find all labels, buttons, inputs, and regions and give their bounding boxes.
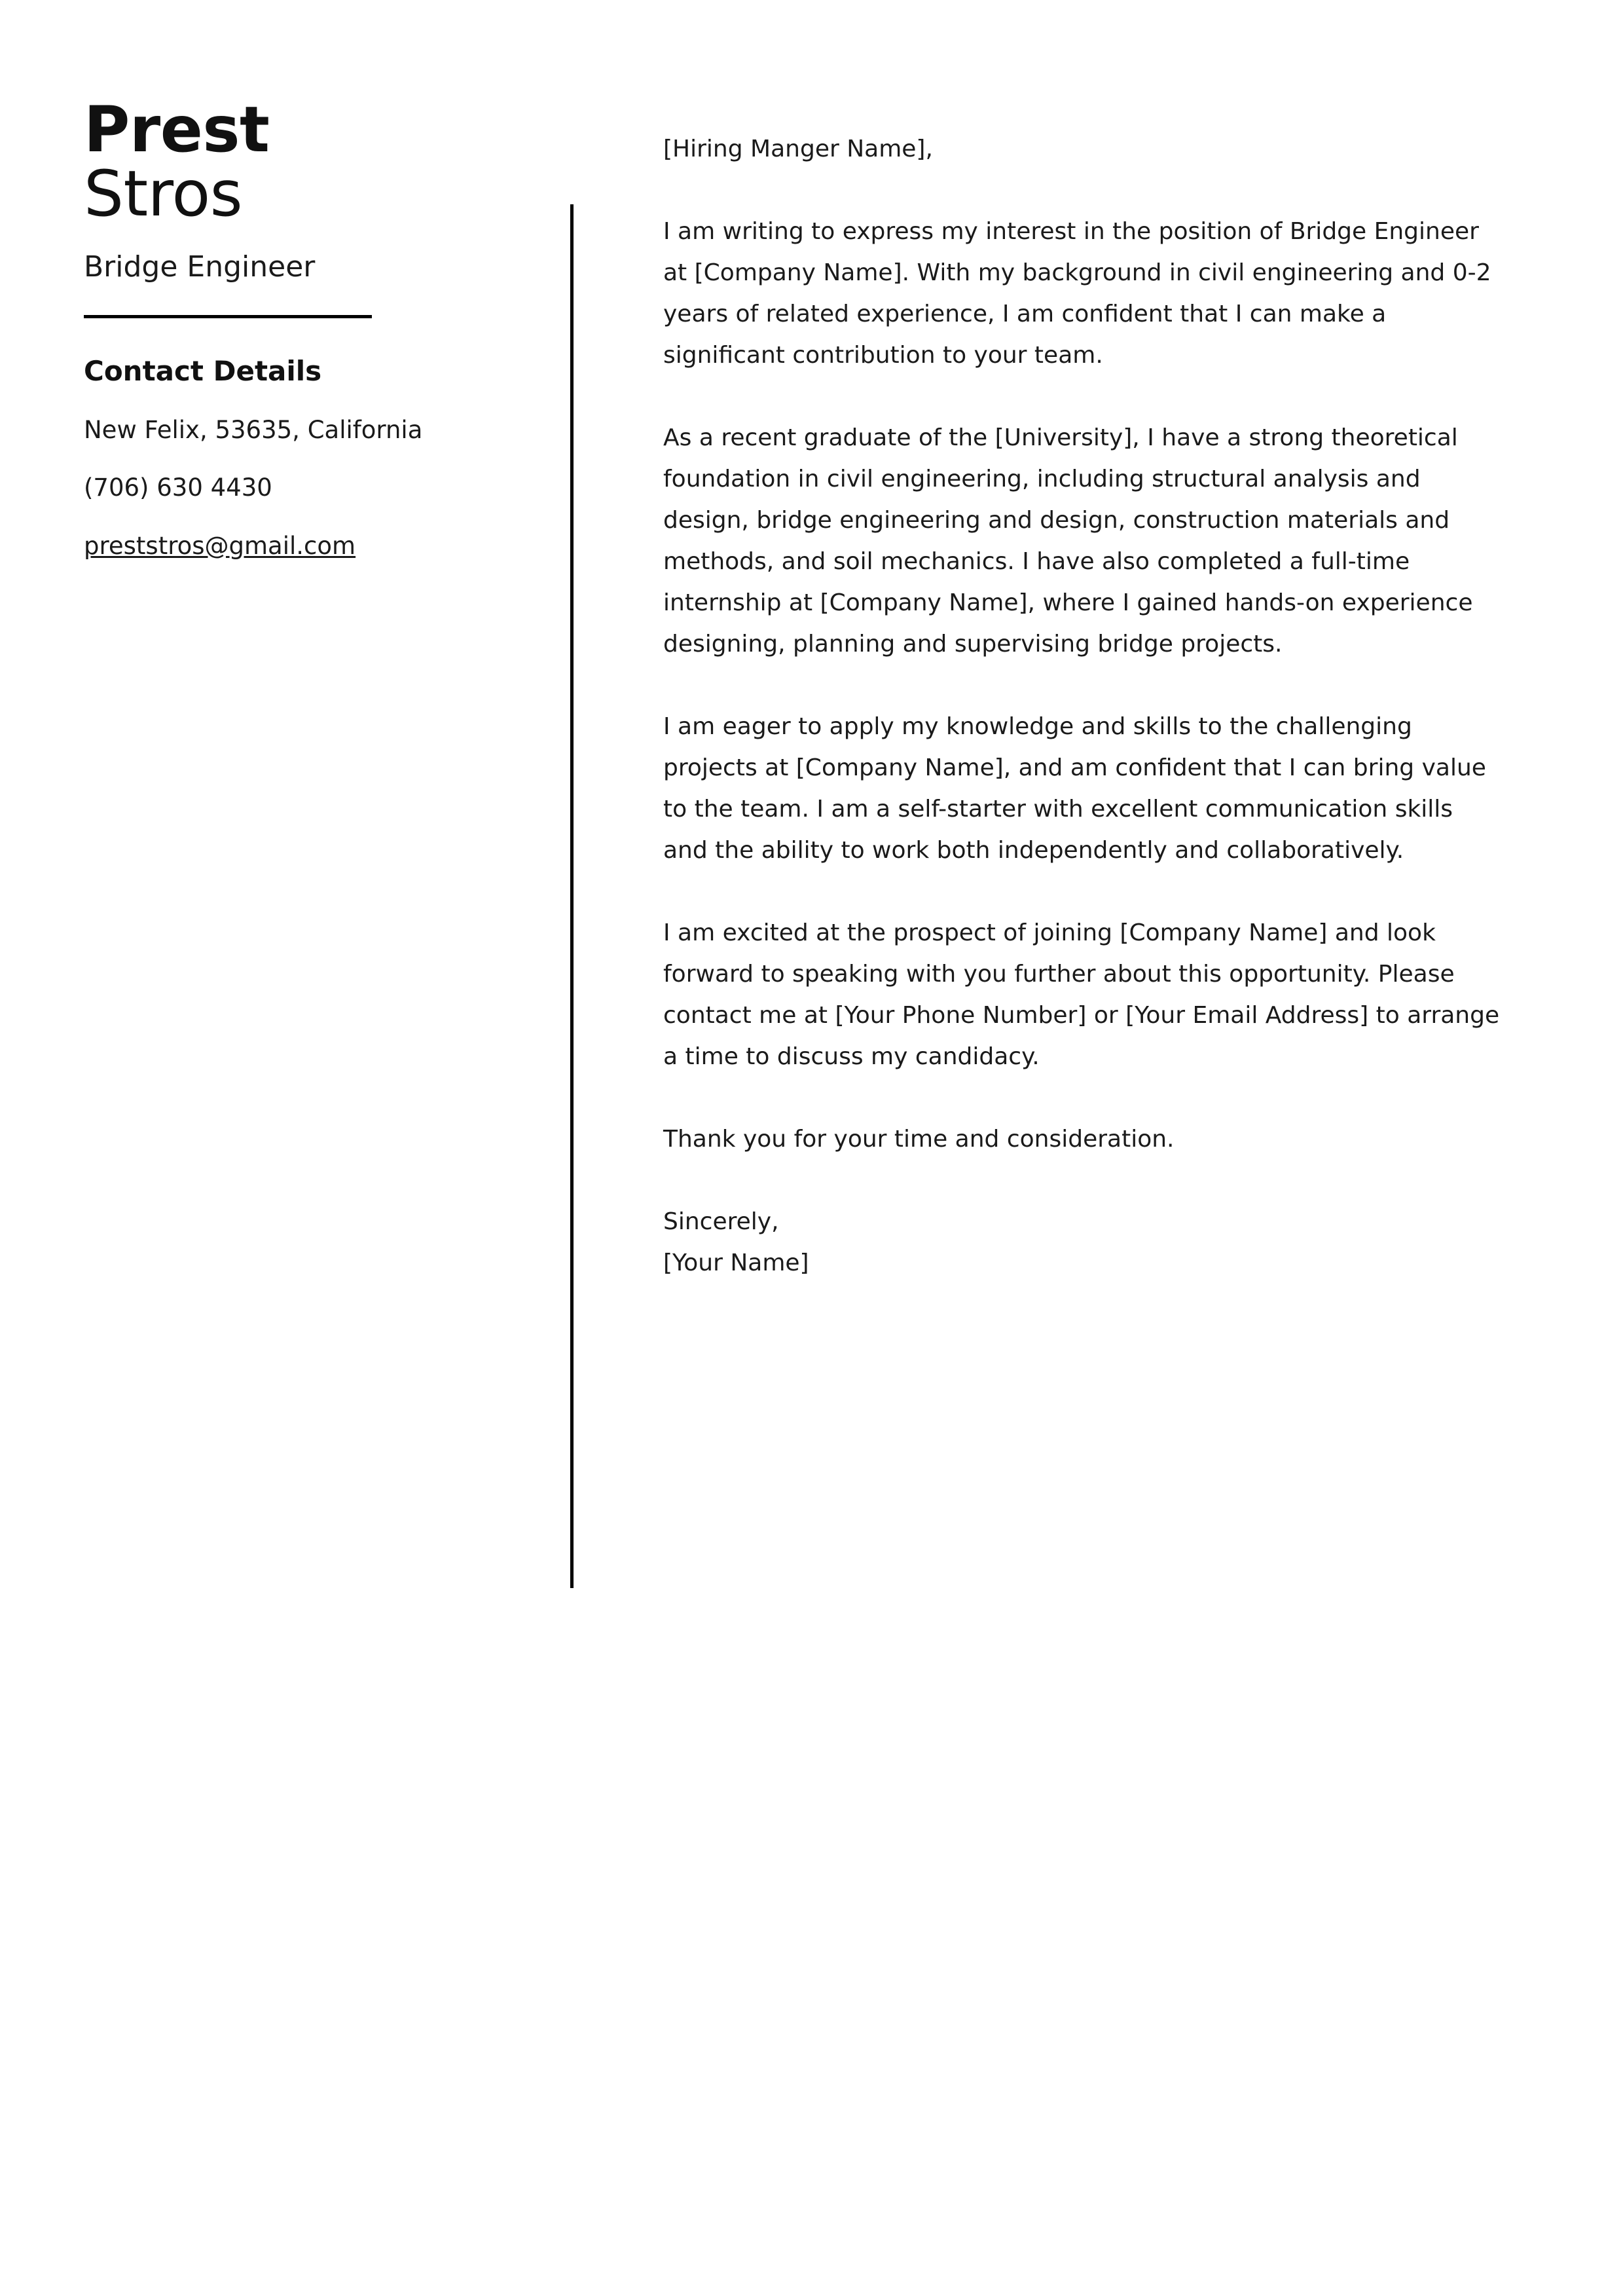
- letter-paragraph: Thank you for your time and consideration.: [663, 1126, 1175, 1153]
- vertical-divider: [570, 204, 574, 1588]
- letter-paragraph: I am excited at the prospect of joining [Company Name] and look forward to speaking with you further about this opportunity. Please contact me at [Your Phone Number] or [Your Email Address] to arrange a time to discuss my candidacy.: [663, 919, 1500, 1070]
- sidebar-divider-rule: [84, 315, 372, 318]
- contact-details-heading: Contact Details: [84, 354, 322, 387]
- contact-details-list: [84, 415, 477, 561]
- candidate-last-name: Stros: [84, 157, 243, 231]
- candidate-first-name: Prest: [84, 93, 270, 166]
- letter-signoff: [663, 1201, 1504, 1284]
- contact-email[interactable]: preststros@gmail.com: [84, 531, 356, 560]
- contact-address: New Felix, 53635, California: [84, 416, 423, 444]
- letter-signature: [Your Name]: [663, 1250, 809, 1276]
- letter-closing: Sincerely,: [663, 1208, 779, 1235]
- letter-paragraph: I am eager to apply my knowledge and skills to the challenging projects at [Company Name], and am confident that I can bring value to the team. I am a self-starter with excellent communication skills and the ability to work both independently and collaboratively.: [663, 713, 1486, 864]
- letter-paragraph: As a recent graduate of the [University], I have a strong theoretical foundation in civil engineering, including structural analysis and design, bridge engineering and design, construction materials and methods, and soil mechanics. I have also completed a full-time internship at [Company Name], where I gained hands-on experience designing, planning and supervising bridge projects.: [663, 424, 1473, 657]
- letter-salutation: [Hiring Manger Name],: [663, 136, 933, 162]
- letter-body: [663, 128, 1504, 1284]
- candidate-name: [84, 93, 477, 231]
- job-title: Bridge Engineer: [84, 250, 316, 284]
- contact-phone[interactable]: (706) 630 4430: [84, 473, 272, 502]
- sidebar: [84, 93, 477, 561]
- letter-paragraph: I am writing to express my interest in the position of Bridge Engineer at [Company Name]. With my background in civil engineering and 0-2 years of related experience, I am confident that I can make a significant contribution to your team.: [663, 218, 1491, 369]
